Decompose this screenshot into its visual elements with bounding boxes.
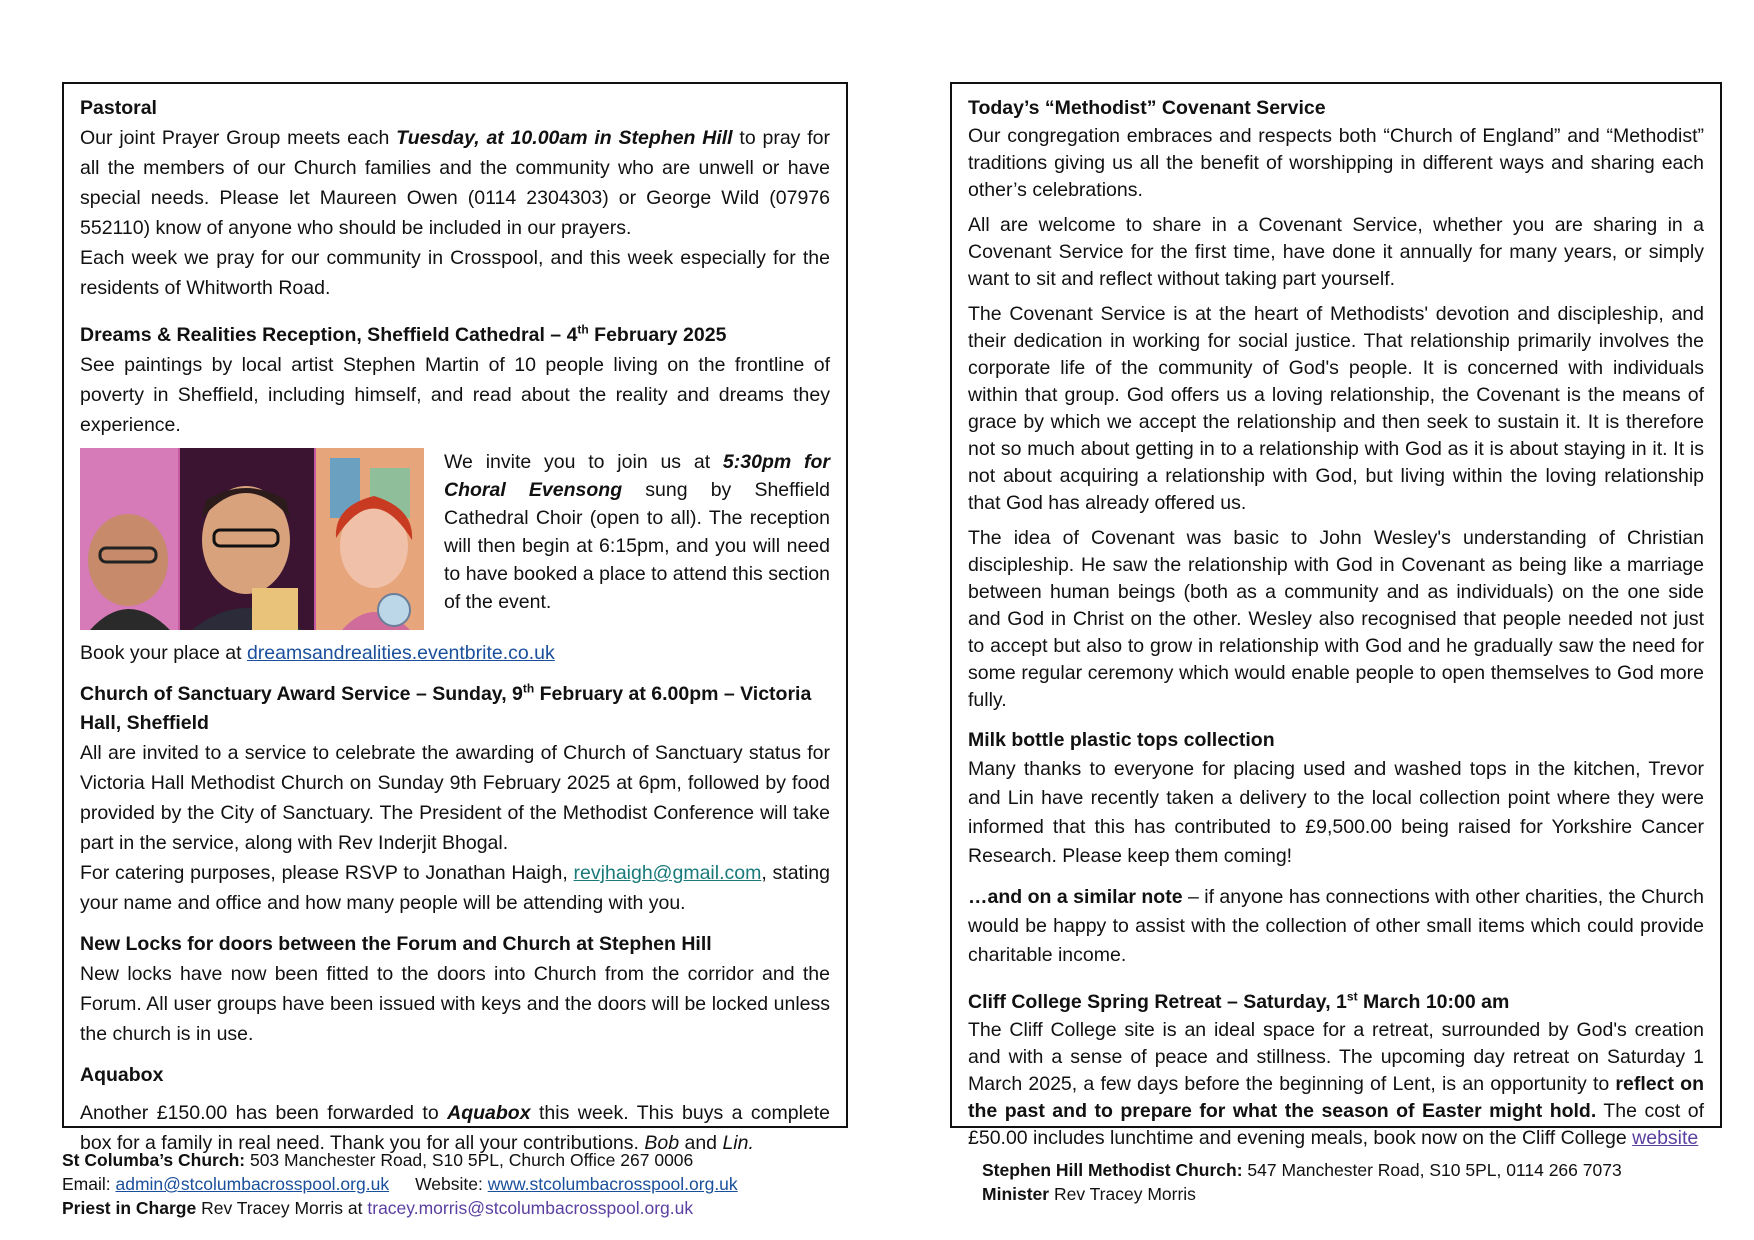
minister-name: Rev Tracey Morris: [1049, 1184, 1196, 1204]
st-columba-label: St Columba’s Church:: [62, 1150, 246, 1170]
cliff-heading-sup: st: [1346, 989, 1358, 1004]
rsvp-email-link[interactable]: revjhaigh@gmail.com: [573, 862, 762, 884]
pastoral-heading: Pastoral: [80, 97, 157, 119]
left-column-panel: [62, 82, 848, 1154]
cliff-text-cont: The cost of £50.00 includes lunchtime and evening meals, book now on the Cliff College: [968, 1100, 1704, 1149]
cliff-heading: [968, 988, 1704, 1017]
cliff-website-link[interactable]: website: [1632, 1127, 1699, 1149]
priest-name: Rev Tracey Morris at: [196, 1198, 368, 1218]
stephen-hill-address: 547 Manchester Road, S10 5PL, 0114 266 7073: [1242, 1160, 1622, 1180]
booking-line: [80, 638, 830, 668]
evensong-invite: [444, 448, 830, 630]
milk-tops-heading: Milk bottle plastic tops collection: [968, 729, 1275, 751]
locks-paragraph: New locks have now been fitted to the doors into Church from the corridor and the Forum. All user groups have been issued with keys and the doors will be locked unless the church is in use.: [80, 963, 830, 1045]
cliff-heading-time: March 10:00 am: [1357, 991, 1510, 1013]
community-prayer-paragraph: Each week we pray for our community in Crosspool, and this week especially for the residents of Whitworth Road.: [80, 247, 830, 299]
pastoral-text: Our joint Prayer Group meets each: [80, 127, 397, 149]
similar-note-label: …and on a similar note: [968, 886, 1183, 908]
booking-label: Book your place at: [80, 642, 247, 664]
email-label: Email:: [62, 1174, 116, 1194]
sanctuary-heading-sup: th: [522, 681, 535, 696]
prayer-group-time: Tuesday, at 10.00am in Stephen Hill: [396, 127, 733, 149]
sanctuary-heading: [80, 680, 830, 738]
paintings-image: [80, 448, 424, 630]
cliff-heading-text: Cliff College Spring Retreat – Saturday, 1: [968, 991, 1347, 1013]
invite-text: We invite you to join us at: [444, 451, 723, 473]
dreams-paragraph: See paintings by local artist Stephen Martin of 10 people living on the frontline of poverty in Sheffield, including himself, and read about the reality and dreams they experience.: [80, 354, 830, 436]
right-column-panel: [950, 82, 1722, 1149]
footer-stephen-hill: [982, 1158, 1622, 1206]
aquabox-name: Aquabox: [447, 1102, 531, 1124]
sanctuary-heading-text: Church of Sanctuary Award Service – Sunday, 9: [80, 683, 523, 705]
stephen-hill-label: Stephen Hill Methodist Church:: [982, 1160, 1243, 1180]
priest-email[interactable]: tracey.morris@stcolumbacrosspool.org.uk: [367, 1198, 694, 1218]
pastoral-text-cont: to pray for all the members of our Church families and the community who are unwell or have special needs. Please let Maureen Owen (0114 2304303) or George Wild (07976 552110) know of anyone who should be included in our prayers.: [80, 127, 830, 239]
aquabox-bob: Bob: [644, 1132, 680, 1154]
aquabox-lin: Lin.: [722, 1132, 754, 1154]
st-columba-address: 503 Manchester Road, S10 5PL, Church Office 267 0006: [245, 1150, 694, 1170]
st-columba-address-line: [62, 1148, 738, 1172]
website-label: Website:: [415, 1174, 488, 1194]
cliff-text: The Cliff College site is an ideal space for a retreat, surrounded by God's creation and with a sense of peace and stillness. The upcoming day retreat on Saturday 1 March 2025, a few days before the beginning of Lent, is an opportunity to: [968, 1019, 1704, 1095]
aquabox-and: and: [679, 1132, 723, 1154]
similar-note-text: – if anyone has connections with other charities, the Church would be happy to assist with the collection of other small items which could provide charitable income.: [968, 886, 1704, 966]
aquabox-text-cont: this week. This buys a complete box for a family in real need. Thank you for all your contributions.: [80, 1102, 831, 1154]
eventbrite-link[interactable]: dreamsandrealities.eventbrite.co.uk: [246, 642, 555, 664]
minister-label: Minister: [982, 1184, 1050, 1204]
covenant-heading: Today’s “Methodist” Covenant Service: [968, 97, 1326, 119]
sanctuary-heading-rest: February at 6.00pm – Victoria Hall, Sheffield: [80, 683, 812, 734]
milk-tops-paragraph: Many thanks to everyone for placing used and washed tops in the kitchen, Trevor and Lin have recently taken a delivery to the local collection point where they were informed that this has contributed to £9,500.00 being raised for Yorkshire Cancer Research. Please keep them coming!: [968, 758, 1704, 867]
aquabox-heading: Aquabox: [80, 1064, 164, 1086]
rsvp-text: For catering purposes, please RSVP to Jonathan Haigh,: [80, 862, 574, 884]
dreams-image-row: [80, 448, 830, 630]
dreams-heading: [80, 321, 830, 350]
dreams-heading-text: Dreams & Realities Reception, Sheffield Cathedral – 4: [80, 324, 578, 346]
covenant-paragraph-3: The Covenant Service is at the heart of Methodists' devotion and discipleship, and their dedication in working for social justice. That relationship primarily involves the corporate life of the community of God's people. It is concerned with individuals within that group. God offers us a loving relationship, the Covenant is the means of grace by which we accept the relationship and then seek to sustain it. It is therefore not so much about getting in to a relationship with God as it is about staying in it. It is not about acquiring a relationship with God, but living within the loving relationship that God has already offered us.: [968, 303, 1704, 514]
covenant-paragraph-2: All are welcome to share in a Covenant Service, whether you are sharing in a Covenant Service for the first time, have done it annually for many years, or simply want to sit and reflect without taking part yourself.: [968, 214, 1704, 290]
cliff-paragraph: [968, 1017, 1704, 1152]
dreams-heading-date: February 2025: [588, 324, 727, 346]
covenant-paragraph-4: The idea of Covenant was basic to John Wesley's understanding of Christian discipleship. He saw the relationship with God in Covenant as being like a marriage between human beings (both as a community and as individuals) on the one side and God in Christ on the other. Wesley also recognised that people needed not just to accept but also to grow in relationship with God and he gradually saw the need for some regular ceremony which would enable people to open themselves to God more fully.: [968, 527, 1704, 711]
minister-line: [982, 1182, 1622, 1206]
sanctuary-paragraph: All are invited to a service to celebrate the awarding of Church of Sanctuary status for Victoria Hall Methodist Church on Sunday 9th February 2025 at 6pm, followed by food provided by the City of Sanctuary. The President of the Methodist Conference will take part in the service, along with Rev Inderjit Bhogal.: [80, 742, 830, 854]
locks-heading: New Locks for doors between the Forum and Church at Stephen Hill: [80, 933, 712, 955]
similar-note-paragraph: [968, 883, 1704, 970]
covenant-paragraph-1: Our congregation embraces and respects both “Church of England” and “Methodist” traditions giving us all the benefit of worshipping in different ways and sharing each other’s celebrations.: [968, 125, 1704, 201]
priest-label: Priest in Charge: [62, 1198, 197, 1218]
evensong-time: 5:30pm for Choral Evensong: [444, 451, 830, 501]
priest-line: [62, 1196, 738, 1220]
portrait-paintings-illustration: [80, 448, 424, 630]
website-link[interactable]: www.stcolumbacrosspool.org.uk: [487, 1174, 738, 1194]
pastoral-paragraph: [80, 123, 830, 243]
rsvp-text-cont: , stating your name and office and how many people will be attending with you.: [80, 862, 830, 914]
rsvp-paragraph: [80, 858, 830, 918]
email-link[interactable]: admin@stcolumbacrosspool.org.uk: [115, 1174, 390, 1194]
footer-st-columba: [62, 1148, 738, 1220]
invite-text-cont: sung by Sheffield Cathedral Choir (open to all). The reception will then begin at 6:15pm, and you will need to have booked a place to attend this section of the event.: [444, 479, 830, 613]
stephen-hill-address-line: [982, 1158, 1622, 1182]
dreams-heading-sup: th: [577, 322, 589, 337]
cliff-bold-text: reflect on the past and to prepare for what the season of Easter might hold.: [968, 1073, 1704, 1122]
aquabox-text: Another £150.00 has been forwarded to: [80, 1102, 448, 1124]
contact-line: [62, 1172, 738, 1196]
